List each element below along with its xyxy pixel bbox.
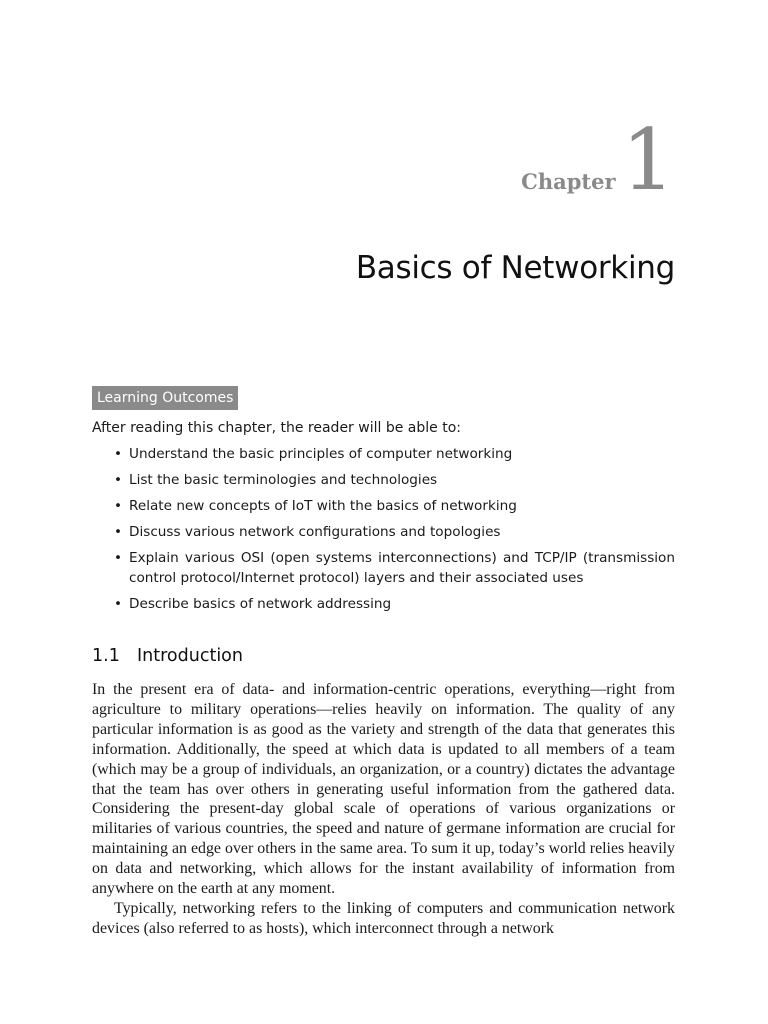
paragraph: Typically, networking refers to the linking of computers and communication network devices (also referred to as hosts), which interconnect through a network <box>92 899 675 937</box>
list-item <box>114 522 675 542</box>
learning-outcomes-list <box>114 444 675 620</box>
chapter-number: 1 <box>621 111 675 209</box>
list-item-text: List the basic terminologies and technologies <box>129 472 438 488</box>
learning-outcomes-intro: After reading this chapter, the reader will be able to: <box>92 420 461 436</box>
paragraph: In the present era of data- and information-centric operations, everything—right from agriculture to military operations—relies heavily on information. The quality of any particular information is as good as the variety and strength of the data that generates this information. Additionally, the speed at which data is updated to all members of a team (which may be a group of individuals, an organization, or a country) dictates the advantage that the team has over others in generating useful information from the gathered data. Considering the present-day global scale of operations of various organizations or militaries of various countries, the speed and nature of germane information are crucial for maintaining an edge over others in the same area. To sum it up, today’s world relies heavily on data and networking, which allows for the instant availability of information from anywhere on the earth at any moment. <box>92 681 675 898</box>
bullet-icon: • <box>114 498 123 514</box>
body-text <box>92 680 675 939</box>
bullet-icon: • <box>114 524 123 540</box>
list-item-text: Explain various OSI (open systems interconnections) and TCP/IP (transmission control protocol/Internet protocol) layers and their associated uses <box>129 550 675 586</box>
bullet-icon: • <box>114 550 123 566</box>
document-page <box>92 0 675 1024</box>
section-title: Introduction <box>137 646 243 666</box>
bullet-icon: • <box>114 446 123 462</box>
list-item <box>114 444 675 464</box>
list-item-text: Describe basics of network addressing <box>129 596 392 612</box>
list-item-text: Discuss various network configurations and topologies <box>129 524 501 540</box>
learning-outcomes-heading: Learning Outcomes <box>92 386 238 410</box>
list-item-text: Relate new concepts of IoT with the basics of networking <box>129 498 517 514</box>
list-item <box>114 548 675 588</box>
section-number: 1.1 <box>92 646 120 666</box>
list-item-text: Understand the basic principles of computer networking <box>129 446 513 462</box>
bullet-icon: • <box>114 596 123 612</box>
list-item <box>114 470 675 490</box>
list-item <box>114 496 675 516</box>
bullet-icon: • <box>114 472 123 488</box>
chapter-heading <box>521 111 675 209</box>
chapter-title: Basics of Networking <box>355 250 675 286</box>
section-heading <box>92 646 243 666</box>
chapter-label: Chapter <box>521 169 616 194</box>
list-item <box>114 594 675 614</box>
